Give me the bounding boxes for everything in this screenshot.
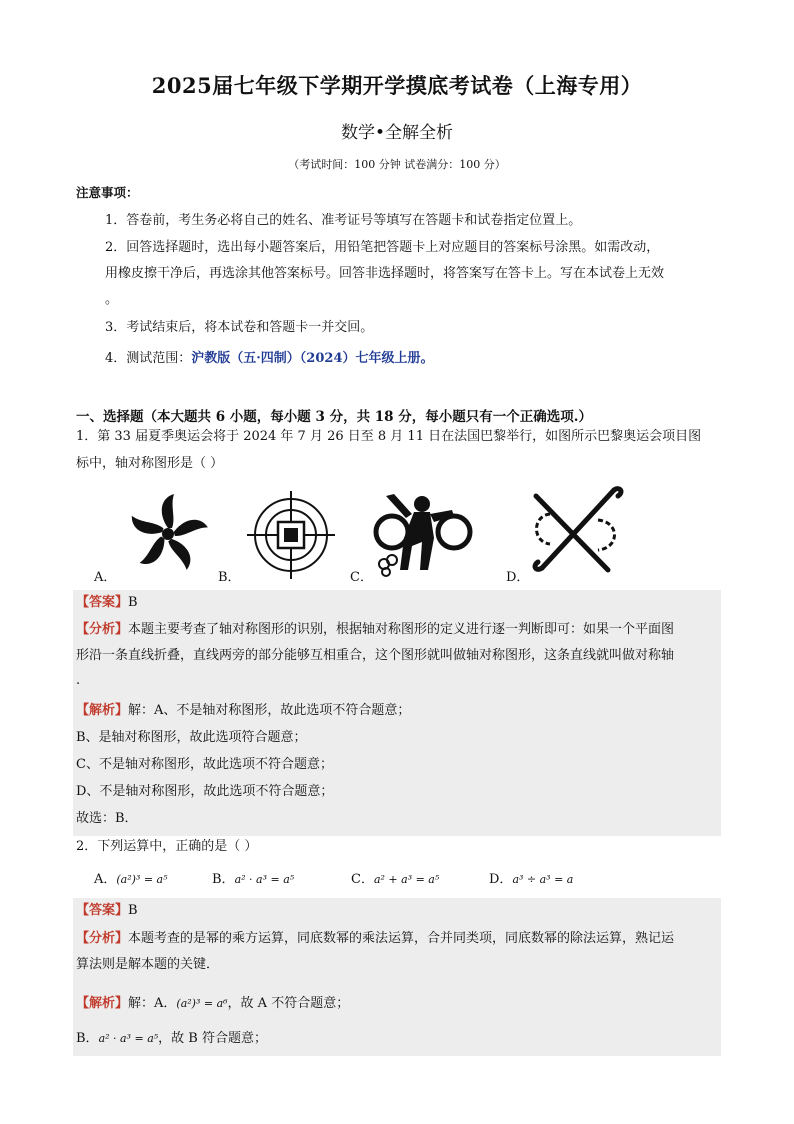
notice-item-2: 2．回答选择题时，选出每小题答案后，用铅笔把答题卡上对应题目的答案标号涂黑。如需改动， — [105, 240, 660, 255]
solution-tag: 【解析】 — [76, 703, 129, 718]
option-expr: (a²)³ = a⁵ — [116, 873, 168, 886]
q1-solution-line1 — [76, 702, 410, 720]
analysis-tag: 【分析】 — [76, 931, 129, 946]
q1-stem-line2: 标中，轴对称图形是（ ） — [76, 456, 224, 471]
answer-value: B — [128, 903, 138, 918]
notice-item-4-prefix: 4．测试范围： — [105, 351, 192, 366]
page-subtitle: 数学•全解全析 — [340, 123, 454, 143]
q1-figure-d — [528, 484, 628, 576]
notice-heading: 注意事项： — [76, 185, 139, 200]
q1-figure-a — [118, 492, 218, 578]
q1-solution-line5: 故选：B． — [76, 811, 138, 826]
q1-analysis-line1 — [76, 621, 674, 639]
section-heading: 一、选择题（本大题共 6 小题，每小题 3 分，共 18 分，每小题只有一个正确选项.） — [76, 409, 592, 425]
q2-solution-a — [76, 995, 349, 1013]
option-letter: D． — [489, 872, 513, 887]
q1-option-c: C． — [350, 570, 373, 585]
q2-option-b — [212, 871, 294, 889]
q1-solution-line2: B、是轴对称图形，故此选项符合题意； — [76, 730, 307, 745]
q1-stem-line1: 1．第 33 届夏季奥运会将于 2024 年 7 月 26 日至 8 月 11 日在法国巴黎举行，如图所示巴黎奥运会项目图 — [76, 429, 702, 444]
q1-analysis-line2: 形沿一条直线折叠，直线两旁的部分能够互相重合，这个图形就叫做轴对称图形，这条直线就叫做对称轴 — [76, 648, 675, 663]
option-expr: a² · a³ = a⁵ — [234, 873, 295, 886]
analysis-text: 本题主要考查了轴对称图形的识别，根据轴对称图形的定义进行逐一判断即可：如果一个平面图 — [128, 622, 675, 637]
q1-figure-c — [372, 490, 472, 580]
answer-tag: 【答案】 — [76, 903, 129, 918]
q2-solution-b — [76, 1030, 267, 1048]
q2-option-d — [489, 871, 573, 889]
hockey-icon — [528, 484, 628, 576]
option-letter: A． — [94, 872, 117, 887]
option-expr: a³ ÷ a³ = a — [512, 873, 574, 886]
cyclist-icon — [372, 490, 472, 580]
q1-figure-b — [246, 492, 336, 578]
notice-item-3: 3．考试结束后，将本试卷和答题卡一并交回。 — [105, 320, 374, 335]
solution-text: 解：A、不是轴对称图形，故此选项不符合题意； — [128, 703, 411, 718]
solution-text: ，故 B 符合题意； — [158, 1031, 267, 1046]
test-scope: 沪教版（五·四制）（2024）七年级上册。 — [191, 351, 434, 366]
answer-value: B — [128, 595, 138, 610]
target-icon — [246, 492, 336, 578]
q2-option-a — [94, 871, 168, 889]
solution-text: 解：A． — [128, 996, 177, 1011]
q1-solution-line3: C、不是轴对称图形，故此选项不符合题意； — [76, 757, 333, 772]
q2-stem: 2．下列运算中，正确的是（ ） — [76, 839, 258, 854]
solution-text: B． — [76, 1031, 99, 1046]
q2-answer — [76, 902, 138, 920]
solution-text: ，故 A 不符合题意； — [227, 996, 350, 1011]
analysis-tag: 【分析】 — [76, 622, 129, 637]
answer-tag: 【答案】 — [76, 595, 129, 610]
q1-option-d: D． — [506, 570, 530, 585]
exam-info: （考试时间：100 分钟 试卷满分：100 分） — [288, 158, 506, 171]
solution-expr: (a²)³ = a⁶ — [176, 997, 228, 1010]
option-letter: B． — [212, 872, 235, 887]
notice-item-2-cont: 用橡皮擦干净后，再选涂其他答案标号。回答非选择题时，将答案写在答卡上。写在本试卷上无效 — [105, 266, 665, 281]
q1-option-b: B． — [218, 570, 241, 585]
page-title: 2025届七年级下学期开学摸底考试卷（上海专用） — [151, 73, 643, 98]
option-expr: a² + a³ = a⁵ — [373, 873, 440, 886]
option-letter: C． — [351, 872, 374, 887]
q1-analysis-line3: . — [76, 673, 81, 688]
propeller-icon — [118, 492, 218, 578]
q2-analysis-line1 — [76, 930, 674, 948]
q1-solution-line4: D、不是轴对称图形，故此选项不符合题意； — [76, 784, 334, 799]
q1-answer — [76, 594, 138, 612]
q1-option-a: A． — [94, 570, 117, 585]
analysis-text: 本题考查的是幂的乘方运算，同底数幂的乘法运算，合并同类项，同底数幂的除法运算，熟记运 — [128, 931, 675, 946]
solution-tag: 【解析】 — [76, 996, 129, 1011]
q2-analysis-line2: 算法则是解本题的关键． — [76, 957, 220, 972]
notice-item-4 — [105, 350, 434, 368]
q2-option-c — [351, 871, 439, 889]
notice-item-1: 1．答卷前，考生务必将自己的姓名、准考证号等填写在答题卡和试卷指定位置上。 — [105, 213, 582, 228]
solution-expr: a² · a³ = a⁵ — [98, 1032, 159, 1045]
notice-item-2-end: 。 — [105, 292, 119, 307]
